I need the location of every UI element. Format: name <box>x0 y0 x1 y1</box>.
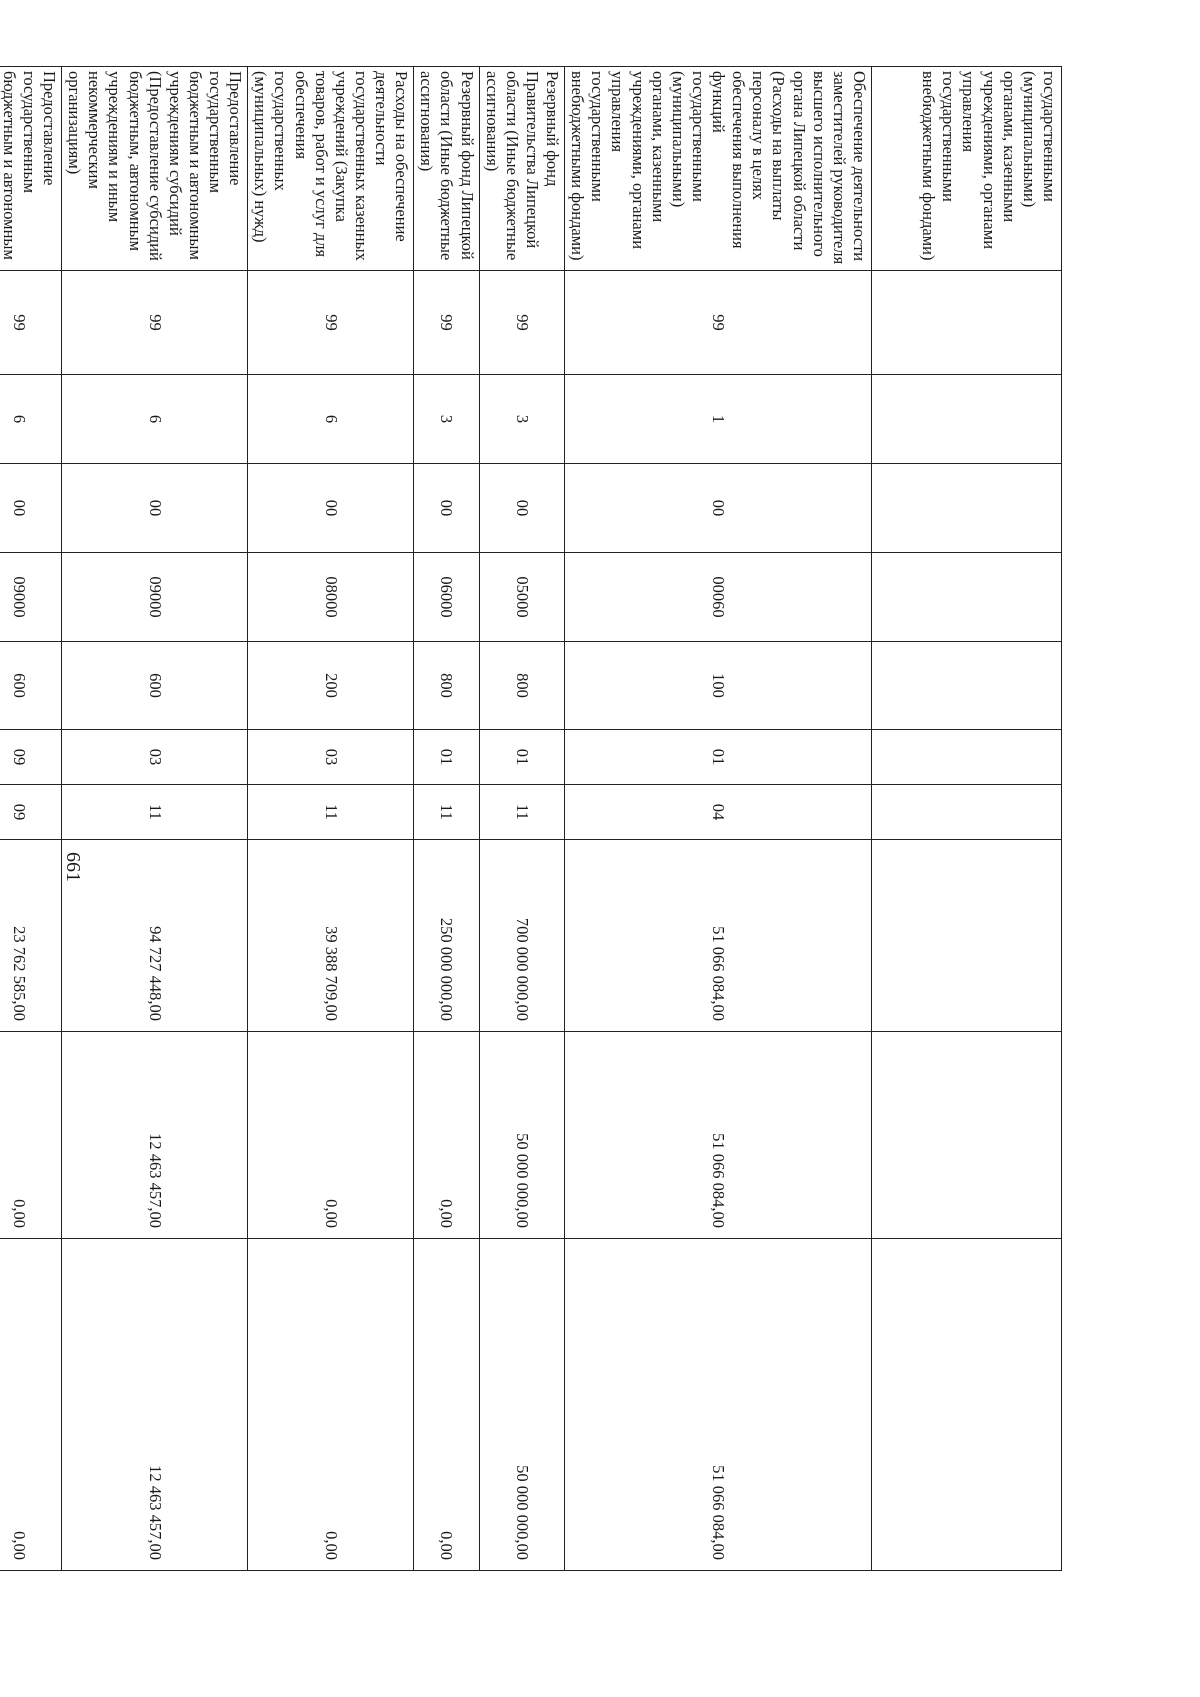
code-cell: 05000 <box>479 553 565 642</box>
code-cell <box>872 642 1062 730</box>
code-cell <box>872 785 1062 840</box>
code-cell: 04 <box>565 785 872 840</box>
amount-cell <box>872 840 1062 1032</box>
code-cell: 11 <box>248 785 414 840</box>
code-cell: 00 <box>479 464 565 553</box>
row-description: Обеспечение деятельности заместителей руководителя высшего исполнительного органа Липецкой области (Расходы на выплаты персоналу в целях обеспечения выполнения функций государственными (муниципальными) органами, казенными учреждениями, органами управления государственными внебюджетными фондами) <box>565 67 872 271</box>
code-cell: 99 <box>62 271 248 375</box>
code-cell: 11 <box>62 785 248 840</box>
code-cell: 09 <box>0 785 62 840</box>
code-cell: 800 <box>414 642 479 730</box>
code-cell: 99 <box>479 271 565 375</box>
code-cell: 00 <box>248 464 414 553</box>
budget-table <box>0 66 1062 1571</box>
amount-cell: 51 066 084,00 <box>565 1239 872 1571</box>
code-cell: 01 <box>414 730 479 785</box>
amount-cell: 12 463 457,00 <box>62 1032 248 1239</box>
table-row <box>479 67 565 1571</box>
amount-cell: 39 388 709,00 <box>248 840 414 1032</box>
code-cell: 01 <box>565 730 872 785</box>
code-cell: 03 <box>248 730 414 785</box>
table-row <box>248 67 414 1571</box>
code-cell: 3 <box>479 375 565 464</box>
code-cell: 800 <box>479 642 565 730</box>
row-description: государственными (муниципальными) органами, казенными учреждениями, органами управления государственными внебюджетными фондами) <box>872 67 1062 271</box>
code-cell: 600 <box>0 642 62 730</box>
amount-cell: 50 000 000,00 <box>479 1239 565 1571</box>
code-cell: 09 <box>0 730 62 785</box>
code-cell <box>872 375 1062 464</box>
amount-cell: 700 000 000,00 <box>479 840 565 1032</box>
code-cell: 3 <box>414 375 479 464</box>
code-cell <box>872 553 1062 642</box>
amount-cell: 23 762 585,00 <box>0 840 62 1032</box>
code-cell: 600 <box>62 642 248 730</box>
row-description: Резервный фонд Липецкой области (Иные бюджетные ассигнования) <box>414 67 479 271</box>
code-cell: 99 <box>248 271 414 375</box>
code-cell <box>872 730 1062 785</box>
code-cell: 00 <box>0 464 62 553</box>
code-cell: 6 <box>248 375 414 464</box>
code-cell <box>872 464 1062 553</box>
amount-cell <box>872 1032 1062 1239</box>
code-cell: 6 <box>62 375 248 464</box>
amount-cell: 94 727 448,00 <box>62 840 248 1032</box>
code-cell: 09000 <box>0 553 62 642</box>
code-cell: 99 <box>0 271 62 375</box>
page-number: 661 <box>62 852 84 882</box>
code-cell: 1 <box>565 375 872 464</box>
amount-cell: 0,00 <box>414 1032 479 1239</box>
row-description: Расходы на обеспечение деятельности государственных казенных учреждений (Закупка товаров, работ и услуг для обеспечения государственных (муниципальных) нужд) <box>248 67 414 271</box>
amount-cell <box>872 1239 1062 1571</box>
code-cell: 09000 <box>62 553 248 642</box>
amount-cell: 12 463 457,00 <box>62 1239 248 1571</box>
amount-cell: 50 000 000,00 <box>479 1032 565 1239</box>
code-cell: 200 <box>248 642 414 730</box>
amount-cell: 0,00 <box>248 1239 414 1571</box>
code-cell: 00 <box>62 464 248 553</box>
code-cell: 99 <box>565 271 872 375</box>
code-cell: 00 <box>565 464 872 553</box>
code-cell: 06000 <box>414 553 479 642</box>
code-cell: 11 <box>414 785 479 840</box>
row-description: Предоставление государственным бюджетным и автономным <box>0 67 62 271</box>
row-description: Резервный фонд Правительства Липецкой области (Иные бюджетные ассигнования) <box>479 67 565 271</box>
table-body <box>0 67 1062 1571</box>
code-cell: 03 <box>62 730 248 785</box>
table-row <box>872 67 1062 1571</box>
table-row <box>565 67 872 1571</box>
table-row <box>0 67 62 1571</box>
code-cell: 11 <box>479 785 565 840</box>
table-row <box>414 67 479 1571</box>
amount-cell: 0,00 <box>248 1032 414 1239</box>
table-row <box>62 67 248 1571</box>
amount-cell: 0,00 <box>414 1239 479 1571</box>
code-cell: 01 <box>479 730 565 785</box>
amount-cell: 51 066 084,00 <box>565 1032 872 1239</box>
code-cell: 99 <box>414 271 479 375</box>
code-cell: 00 <box>414 464 479 553</box>
amount-cell: 0,00 <box>0 1239 62 1571</box>
code-cell: 00060 <box>565 553 872 642</box>
code-cell: 08000 <box>248 553 414 642</box>
code-cell <box>872 271 1062 375</box>
row-description: Предоставление государственным бюджетным и автономным учреждениям субсидий (Предоставление субсидий бюджетным, автономным учреждениям и иным некоммерческим организациям) <box>62 67 248 271</box>
amount-cell: 0,00 <box>0 1032 62 1239</box>
amount-cell: 51 066 084,00 <box>565 840 872 1032</box>
code-cell: 100 <box>565 642 872 730</box>
code-cell: 6 <box>0 375 62 464</box>
amount-cell: 250 000 000,00 <box>414 840 479 1032</box>
